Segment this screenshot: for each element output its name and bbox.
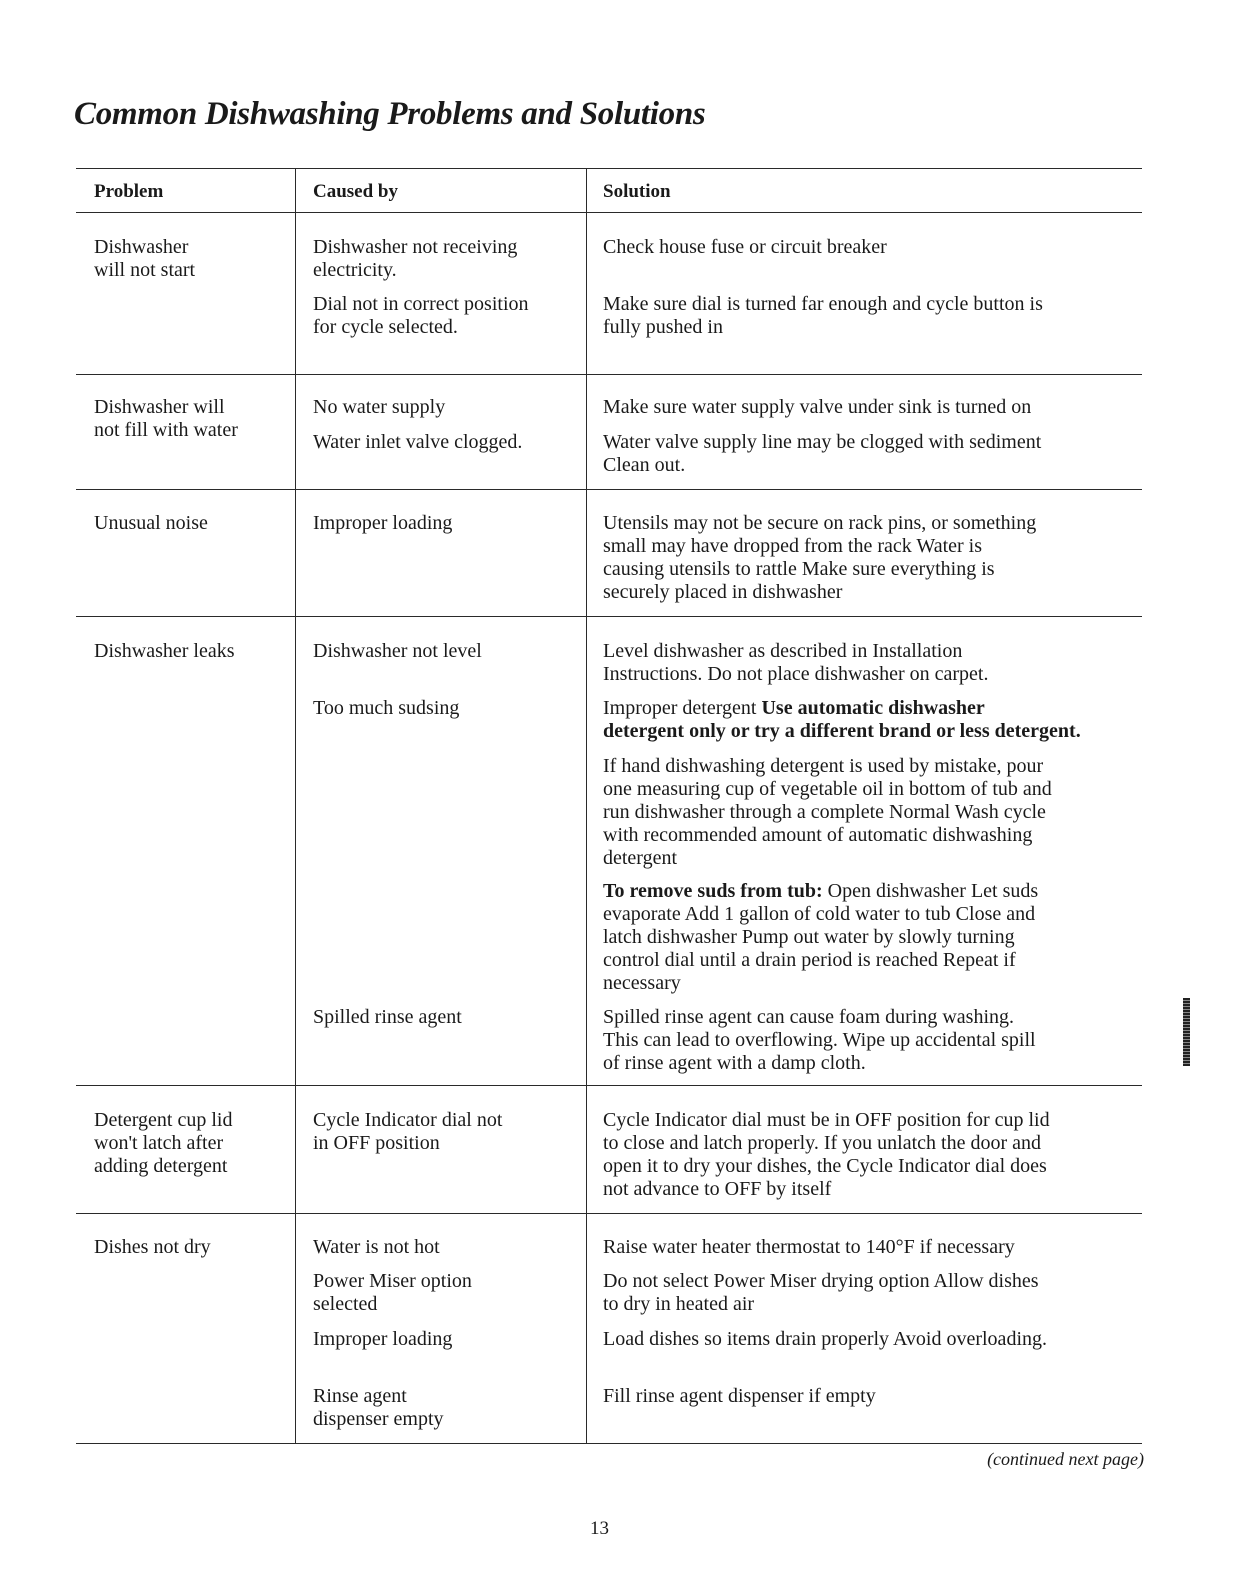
solution-text: Open dishwasher Let suds evaporate Add 1 gallon of cold water to tub Close and latch dishwasher Pump out water by slowly turning control dial until a drain period is reached Repeat if necessary — [603, 880, 1039, 994]
cause-cell: Too much sudsing — [313, 697, 460, 719]
solution-cell: Make sure dial is turned far enough and cycle button is fully pushed in — [603, 293, 1043, 338]
solution-cell: Check house fuse or circuit breaker — [603, 236, 887, 258]
row-divider — [76, 1213, 1142, 1214]
cause-cell: No water supply — [313, 396, 446, 418]
header-bottom-rule — [76, 212, 1142, 213]
page-title: Common Dishwashing Problems and Solutions — [74, 96, 706, 132]
cause-cell: Dishwasher not level — [313, 640, 482, 662]
cause-cell: Water is not hot — [313, 1236, 440, 1258]
solution-cell: Do not select Power Miser drying option Allow dishes to dry in heated air — [603, 1270, 1039, 1315]
row-divider — [76, 489, 1142, 490]
problem-cell: Dishes not dry — [94, 1236, 211, 1258]
solution-cell: Utensils may not be secure on rack pins, or something small may have dropped from the rack Water is causing utensils to rattle Make sure everything is securely placed in dishwasher — [603, 512, 1037, 603]
cause-cell: Rinse agent dispenser empty — [313, 1385, 444, 1430]
solution-cell: Spilled rinse agent can cause foam during washing. This can lead to overflowing. Wipe up accidental spill of rinse agent with a damp cloth. — [603, 1006, 1036, 1074]
problem-cell: Dishwasher will not start — [94, 236, 196, 281]
header-problem: Problem — [94, 181, 164, 202]
table-bottom-rule — [76, 1443, 1142, 1444]
solution-cell — [603, 697, 1081, 743]
column-divider — [586, 168, 587, 1444]
page-number: 13 — [590, 1518, 609, 1539]
cause-cell: Spilled rinse agent — [313, 1006, 462, 1028]
scan-edge-mark — [1183, 998, 1190, 1066]
header-solution: Solution — [603, 181, 671, 202]
row-divider — [76, 616, 1142, 617]
cause-cell: Dial not in correct position for cycle selected. — [313, 293, 529, 338]
cause-cell: Improper loading — [313, 512, 453, 534]
table-top-rule — [76, 168, 1142, 169]
problem-cell: Unusual noise — [94, 512, 208, 534]
problem-cell: Dishwasher leaks — [94, 640, 235, 662]
solution-emphasis: Use automatic dishwasher detergent only or try a different brand or less detergent. — [603, 697, 1081, 742]
header-caused-by: Caused by — [313, 181, 398, 202]
problem-cell: Detergent cup lid won't latch after adding detergent — [94, 1109, 233, 1177]
solution-cell: Load dishes so items drain properly Avoid overloading. — [603, 1328, 1047, 1350]
problem-cell: Dishwasher will not fill with water — [94, 396, 238, 441]
solution-cell — [603, 880, 1038, 995]
solution-emphasis: To remove suds from tub: — [603, 880, 823, 902]
solution-cell: Water valve supply line may be clogged with sediment Clean out. — [603, 431, 1042, 476]
cause-cell: Water inlet valve clogged. — [313, 431, 523, 453]
solution-cell: Fill rinse agent dispenser if empty — [603, 1385, 876, 1407]
solution-cell: Raise water heater thermostat to 140°F if necessary — [603, 1236, 1015, 1258]
cause-cell: Dishwasher not receiving electricity. — [313, 236, 518, 281]
solution-cell: If hand dishwashing detergent is used by mistake, pour one measuring cup of vegetable oil in bottom of tub and run dishwasher through a complete Normal Wash cycle with recommended amount of automatic dishwashing detergent — [603, 755, 1052, 869]
cause-cell: Cycle Indicator dial not in OFF position — [313, 1109, 503, 1154]
solution-cell: Make sure water supply valve under sink is turned on — [603, 396, 1032, 418]
cause-cell: Improper loading — [313, 1328, 453, 1350]
row-divider — [76, 1085, 1142, 1086]
cause-cell: Power Miser option selected — [313, 1270, 472, 1315]
solution-text: Improper detergent — [603, 697, 762, 719]
row-divider — [76, 374, 1142, 375]
solution-cell: Level dishwasher as described in Installation Instructions. Do not place dishwasher on carpet. — [603, 640, 989, 685]
continued-note: (continued next page) — [987, 1449, 1144, 1469]
column-divider — [295, 168, 296, 1444]
solution-cell: Cycle Indicator dial must be in OFF position for cup lid to close and latch properly. If you unlatch the door and open it to dry your dishes, the Cycle Indicator dial does not advance to OFF by itself — [603, 1109, 1050, 1200]
